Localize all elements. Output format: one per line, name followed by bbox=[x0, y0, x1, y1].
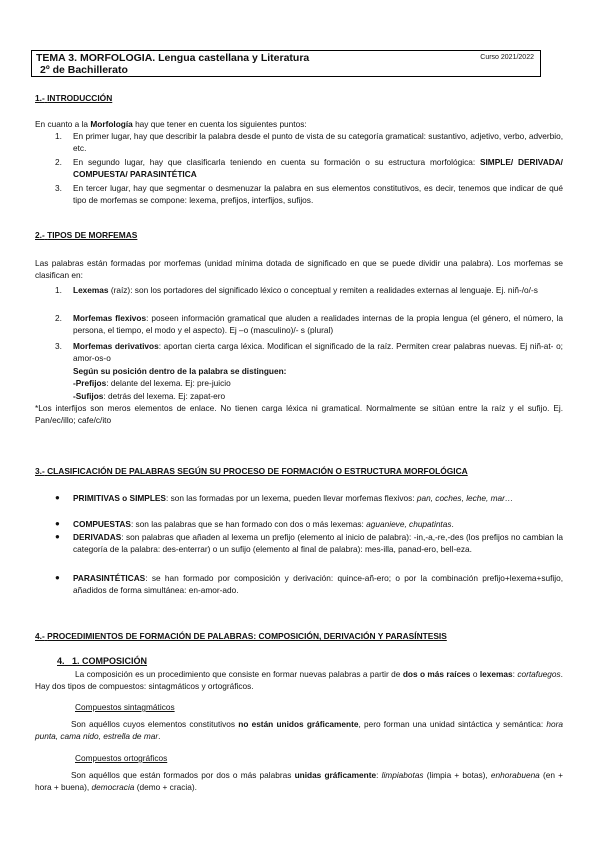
interfijos-note: *Los interfijos son meros elementos de enlace. No tienen carga léxica ni gramatical. Normalmente se sitúan entre la raíz y el sufijo. Ej. Pan/ec/illo; cafe/c/ito bbox=[35, 403, 563, 425]
composicion-subheading: 4. 1. COMPOSICIÓN bbox=[57, 656, 148, 666]
ortograficos-subheading: Compuestos ortográficos bbox=[75, 753, 168, 763]
section-3-heading: 3.- CLASIFICACIÓN DE PALABRAS SEGÚN SU PROCESO DE FORMACIÓN O ESTRUCTURA MORFOLÓGICA bbox=[35, 466, 468, 476]
ortograficos-paragraph: Son aquéllos que están formados por dos o más palabras unidas gráficamente: limpiabotas (limpia + botas), enhorabuena (en + hora + buena), democracia (demo + cracia). bbox=[35, 770, 563, 792]
sintagmaticos-paragraph: Son aquéllos cuyos elementos constitutivos no están unidos gráficamente, pero forman una unidad sintáctica y semántica: hora punta, cama nido, estrella de mar. bbox=[35, 719, 563, 741]
section-1-intro: En cuanto a la Morfología hay que tener en cuenta los siguientes puntos: bbox=[35, 119, 307, 129]
composicion-paragraph: La composición es un procedimiento que consiste en formar nuevas palabras a partir de dos o más raíces o lexemas: cortafuegos. Hay dos tipos de compuestos: sintagmáticos y ortográficos. bbox=[35, 669, 563, 691]
sintagmaticos-subheading: Compuestos sintagmáticos bbox=[75, 702, 175, 712]
bullet-icon: ● bbox=[55, 532, 60, 541]
document-header bbox=[31, 50, 541, 77]
course-year: Curso 2021/2022 bbox=[480, 54, 534, 61]
document-title: TEMA 3. MORFOLOGIA. Lengua castellana y Literatura bbox=[36, 52, 310, 64]
bullet-icon: ● bbox=[55, 573, 60, 582]
section-2-heading: 2.- TIPOS DE MORFEMAS bbox=[35, 230, 138, 240]
section-1-heading: 1.- INTRODUCCIÓN bbox=[35, 93, 113, 103]
bullet-icon: ● bbox=[55, 519, 60, 528]
section-2-intro: Las palabras están formadas por morfemas (unidad mínima dotada de significado en que se puede dividir una palabra). Los morfemas se clasifican en: bbox=[35, 258, 563, 280]
bullet-icon: ● bbox=[55, 493, 60, 502]
document-subtitle: 2º de Bachillerato bbox=[40, 64, 128, 76]
section-4-heading: 4.- PROCEDIMIENTOS DE FORMACIÓN DE PALABRAS: COMPOSICIÓN, DERIVACIÓN Y PARASÍNTESIS bbox=[35, 631, 447, 641]
